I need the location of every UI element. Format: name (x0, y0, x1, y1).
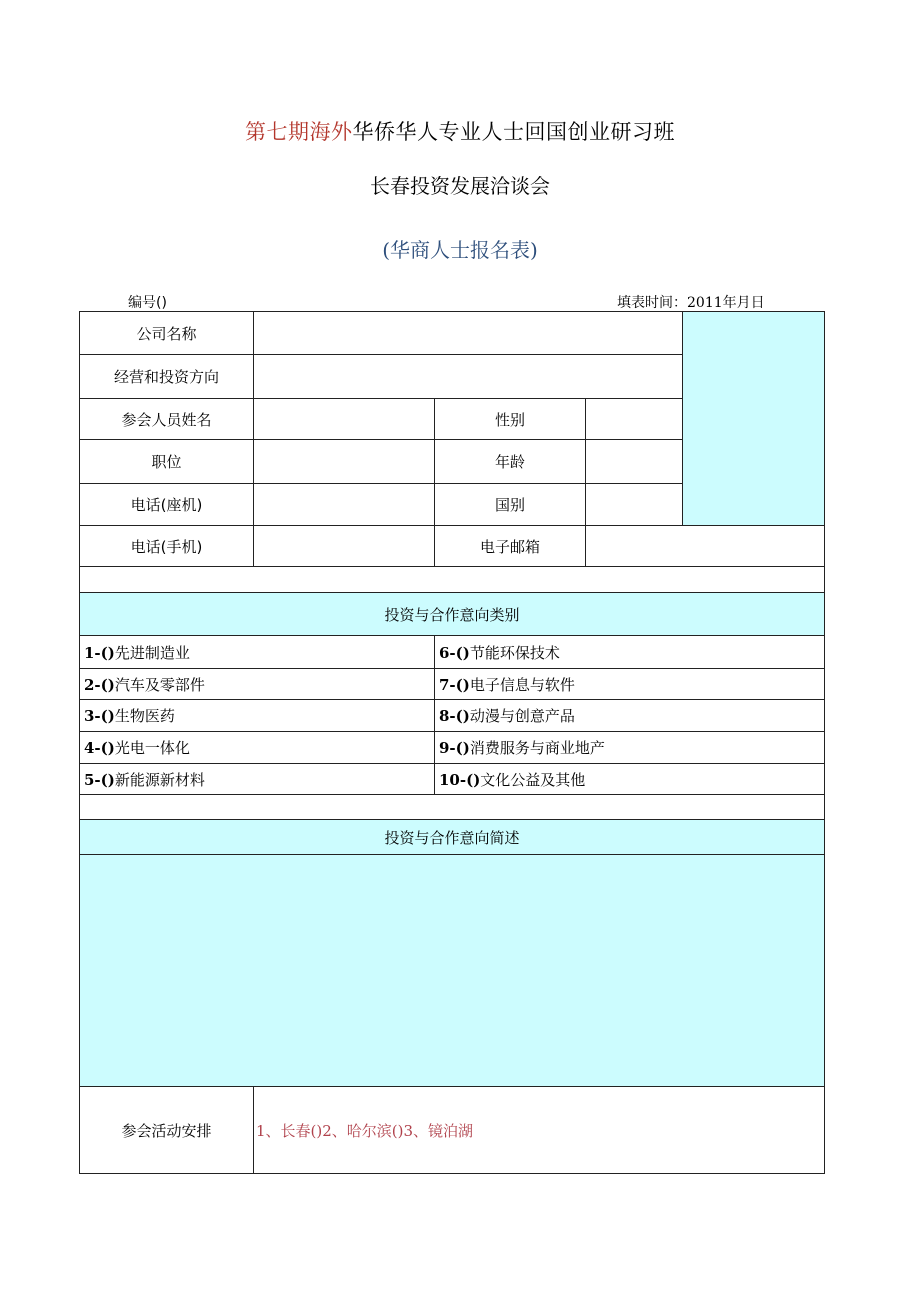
gender-label: 性别 (435, 399, 586, 440)
category-item[interactable]: 9-()消费服务与商业地产 (435, 732, 825, 764)
spacer-cell (80, 567, 825, 593)
form-subtitle: (华商人士报名表) (382, 238, 538, 262)
category-item[interactable]: 1-()先进制造业 (80, 636, 435, 669)
country-label: 国别 (435, 484, 586, 526)
phone-landline-field[interactable] (254, 484, 435, 526)
category-item[interactable]: 8-()动漫与创意产品 (435, 700, 825, 732)
row-activities (80, 1087, 825, 1174)
category-row (80, 636, 825, 669)
category-item[interactable]: 4-()光电一体化 (80, 732, 435, 764)
row-description-body (80, 855, 825, 1087)
category-item[interactable]: 2-()汽车及零部件 (80, 669, 435, 700)
age-field[interactable] (586, 440, 683, 484)
country-field[interactable] (586, 484, 683, 526)
form-title-line1 (0, 116, 920, 146)
form-title-line2: 长春投资发展洽谈会 (370, 174, 550, 198)
serial-number-label: 编号() (128, 295, 167, 311)
row-category-header (80, 593, 825, 636)
category-item[interactable]: 6-()节能环保技术 (435, 636, 825, 669)
gender-field[interactable] (586, 399, 683, 440)
row-description-header (80, 820, 825, 855)
category-item[interactable]: 7-()电子信息与软件 (435, 669, 825, 700)
category-item[interactable]: 10-()文化公益及其他 (435, 764, 825, 795)
phone-mobile-field[interactable] (254, 526, 435, 567)
category-item[interactable]: 5-()新能源新材料 (80, 764, 435, 795)
attendee-name-field[interactable] (254, 399, 435, 440)
registration-form (79, 311, 825, 1174)
company-name-field[interactable] (254, 312, 683, 355)
spacer-row (80, 567, 825, 593)
fill-date (617, 292, 765, 312)
business-direction-field[interactable] (254, 355, 683, 399)
row-mobile (80, 526, 825, 567)
photo-box[interactable] (683, 312, 825, 526)
title-red-part: 第七期海外 (245, 120, 353, 144)
attendee-name-label: 参会人员姓名 (80, 399, 254, 440)
category-row (80, 732, 825, 764)
position-field[interactable] (254, 440, 435, 484)
email-label: 电子邮箱 (435, 526, 586, 567)
company-name-label: 公司名称 (80, 312, 254, 355)
activities-options[interactable]: 1、长春()2、哈尔滨()3、镜泊湖 (254, 1087, 825, 1174)
phone-landline-label: 电话(座机) (80, 484, 254, 526)
description-textarea[interactable] (80, 855, 825, 1087)
title-rest-part: 华侨华人专业人士回国创业研习班 (352, 120, 675, 144)
category-row (80, 764, 825, 795)
row-company-name (80, 312, 825, 355)
position-label: 职位 (80, 440, 254, 484)
category-item[interactable]: 3-()生物医药 (80, 700, 435, 732)
age-label: 年龄 (435, 440, 586, 484)
category-row (80, 669, 825, 700)
category-row (80, 700, 825, 732)
phone-mobile-label: 电话(手机) (80, 526, 254, 567)
business-direction-label: 经营和投资方向 (80, 355, 254, 399)
fill-date-suffix: 年月日 (722, 295, 765, 311)
activities-label: 参会活动安排 (80, 1087, 254, 1174)
fill-date-year: 2011 (687, 295, 723, 311)
category-section-header: 投资与合作意向类别 (80, 593, 825, 636)
email-field[interactable] (586, 526, 825, 567)
description-section-header: 投资与合作意向简述 (80, 820, 825, 855)
fill-date-prefix: 填表时间： (617, 295, 687, 311)
spacer-cell (80, 795, 825, 820)
spacer-row (80, 795, 825, 820)
